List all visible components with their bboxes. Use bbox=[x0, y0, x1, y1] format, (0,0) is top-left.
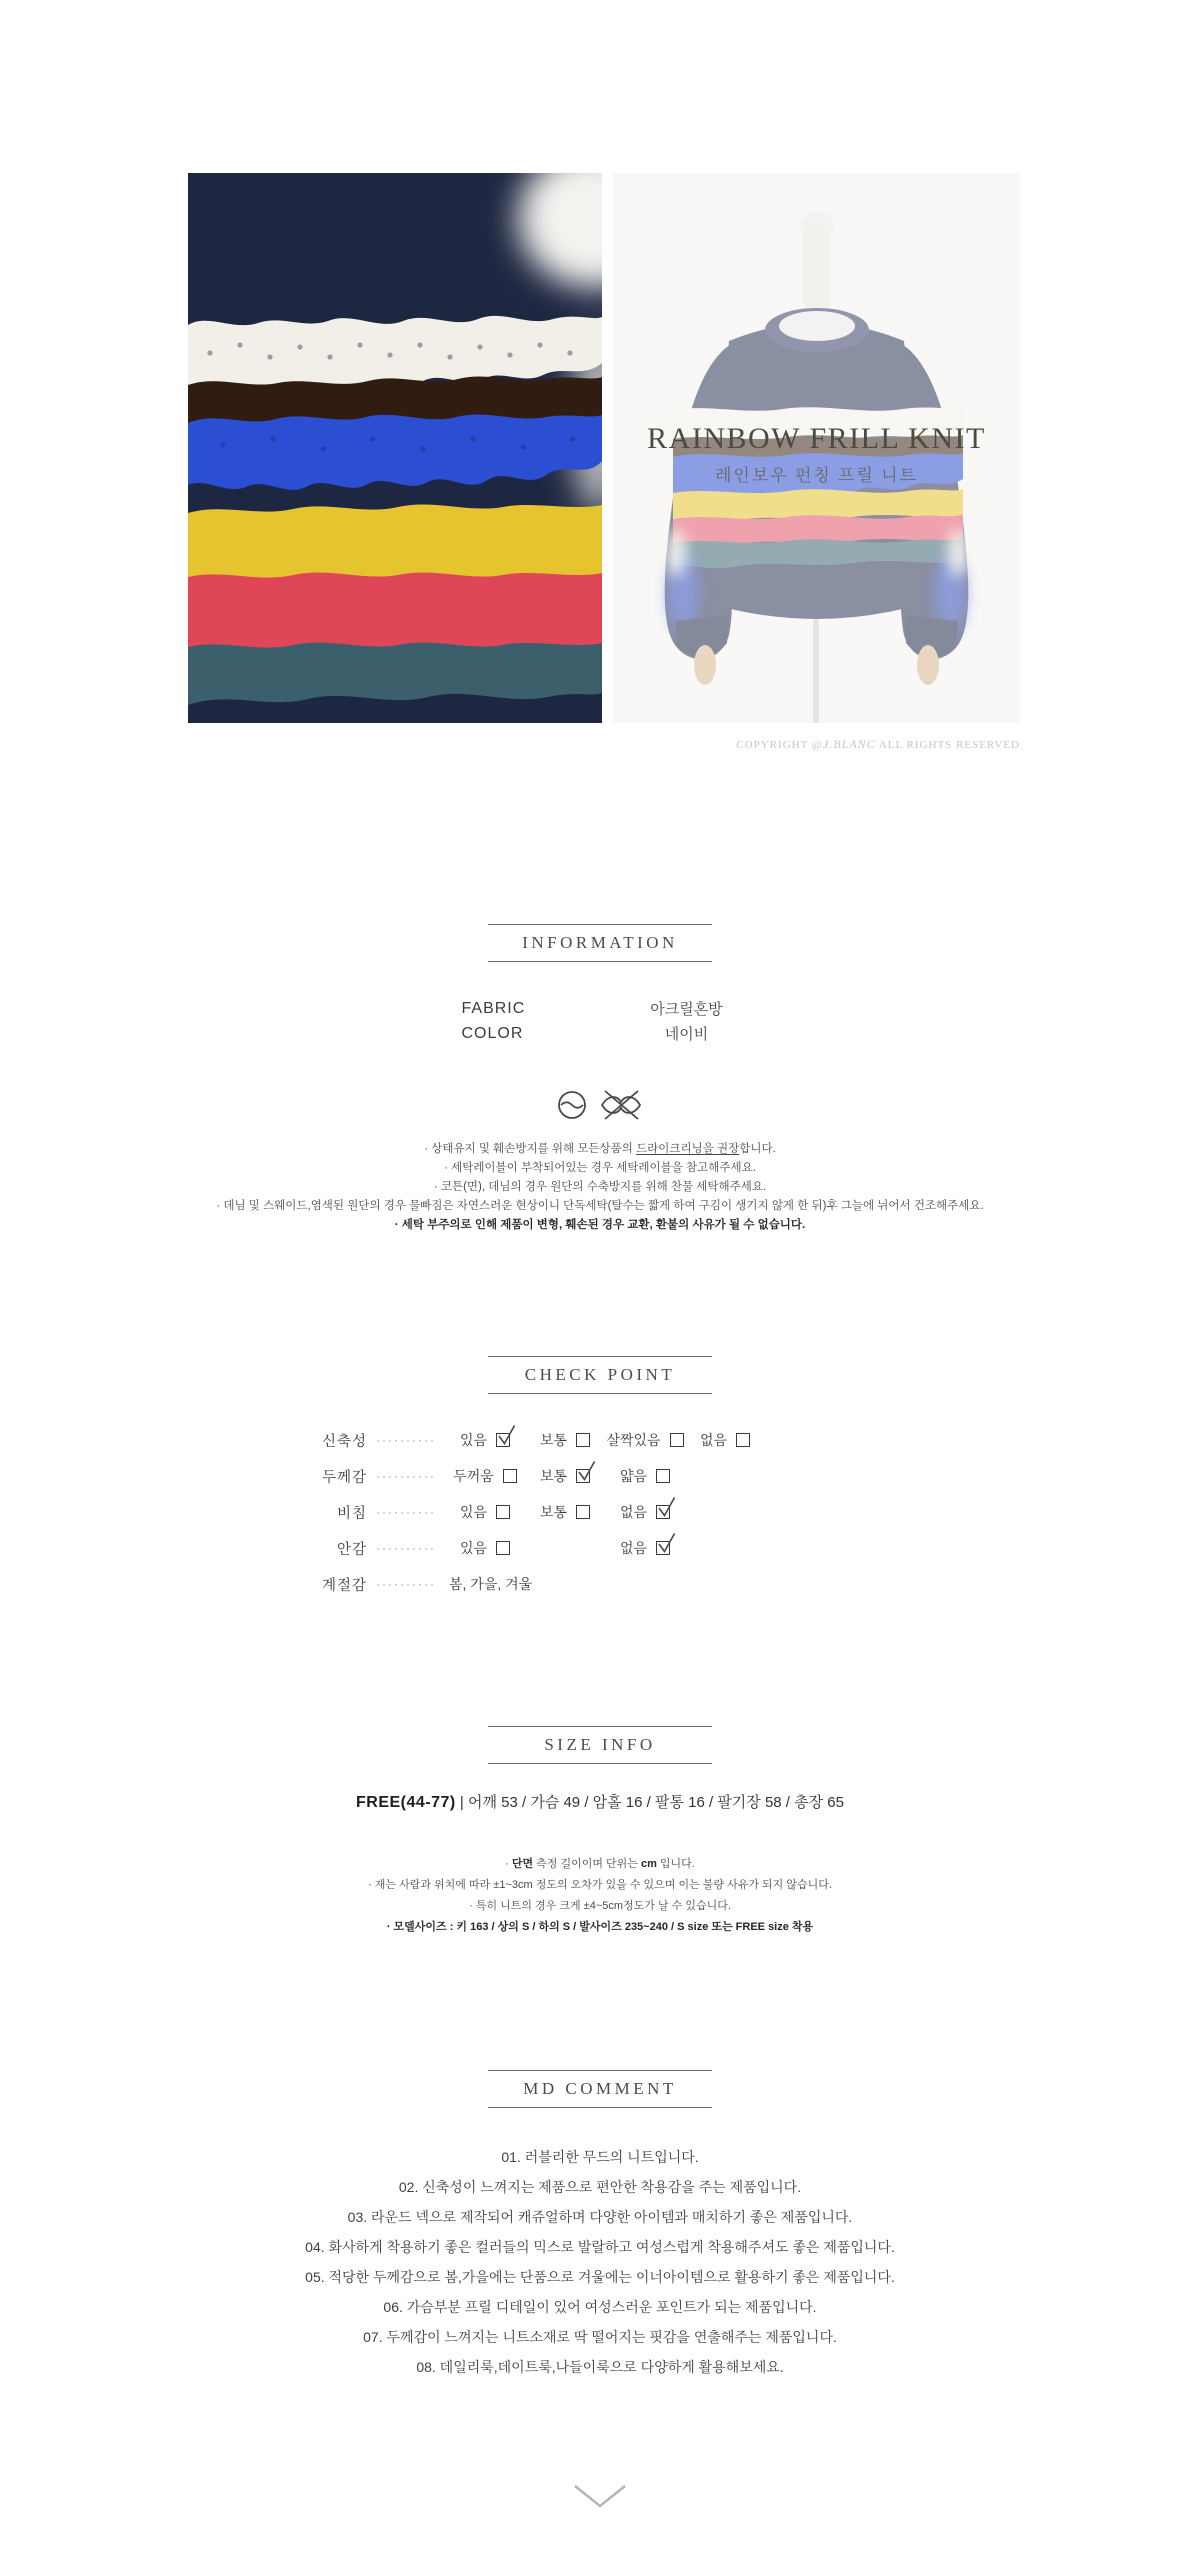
size-free-label: FREE(44-77) bbox=[356, 1794, 456, 1811]
checkbox bbox=[670, 1433, 684, 1447]
dotted-leader: ·········· bbox=[376, 1577, 436, 1591]
md-comments bbox=[0, 2142, 1200, 2382]
checkbox bbox=[576, 1505, 590, 1519]
color-label: COLOR bbox=[461, 1024, 524, 1042]
fabric-label: FABRIC bbox=[461, 999, 526, 1017]
product-title: RAINBOW FRILL KNIT bbox=[647, 422, 986, 455]
product-subtitle-korean: 레인보우 펀칭 프릴 니트 bbox=[715, 466, 918, 485]
dotted-leader: ·········· bbox=[376, 1469, 436, 1483]
check-mark-icon bbox=[655, 1531, 677, 1555]
check-option-label: 보통 bbox=[539, 1468, 568, 1484]
care-instructions bbox=[0, 1140, 1200, 1235]
size-note bbox=[0, 1854, 1200, 1875]
check-option-label: 있음 bbox=[459, 1432, 488, 1448]
md-comment-line: 07. 두께감이 느껴지는 니트소재로 딱 떨어지는 핏감을 연출해주는 제품입니다. bbox=[363, 2329, 837, 2345]
checkbox bbox=[576, 1433, 590, 1447]
size-note: · 재는 사람과 위치에 따라 ±1~3cm 정도의 오차가 있을 수 있으며 이는 불량 사유가 되지 않습니다. bbox=[368, 1879, 832, 1891]
md-comment-line: 04. 화사하게 착용하기 좋은 컬러들의 믹스로 발랄하고 여성스럽게 착용해주셔도 좋은 제품입니다. bbox=[305, 2239, 895, 2255]
note-text: · bbox=[505, 1858, 512, 1870]
md-comment-line: 02. 신축성이 느껴지는 제품으로 편안한 착용감을 주는 제품입니다. bbox=[398, 2179, 802, 2195]
care-line-text: 합니다. bbox=[739, 1143, 776, 1155]
product-photo bbox=[613, 173, 1020, 723]
check-mark-icon bbox=[495, 1423, 517, 1447]
care-line-warning: · 세탁 부주의로 인해 제품이 변형, 훼손된 경우 교환, 환불의 사유가 될 수 없습니다. bbox=[394, 1219, 806, 1231]
care-line-text: · 상태유지 및 훼손방지를 위해 모든상품의 bbox=[424, 1143, 637, 1155]
check-row-sheerness bbox=[303, 1494, 765, 1530]
dotted-leader: ·········· bbox=[376, 1433, 436, 1447]
note-text: 측정 길이이며 단위는 bbox=[533, 1858, 641, 1870]
care-line: · 데님 및 스웨이드,염색된 원단의 경우 물빠짐은 자연스러운 현상이니 단독세탁(탈수는 짧게 하여 구김이 생기지 않게 한 뒤)후 그늘에 뉘어서 건조해주세요. bbox=[216, 1200, 984, 1212]
size-measurements bbox=[0, 1791, 1200, 1815]
care-line bbox=[0, 1140, 1200, 1159]
check-row-label: 안감 bbox=[336, 1541, 367, 1558]
check-option-label: 살짝있음 bbox=[606, 1432, 661, 1448]
checkbox bbox=[656, 1469, 670, 1483]
checkbox bbox=[656, 1541, 670, 1555]
copyright-line bbox=[613, 737, 1020, 752]
md-comment-line: 06. 가슴부분 프릴 디테일이 있어 여성스러운 포인트가 되는 제품입니다. bbox=[383, 2299, 817, 2315]
scroll-down-chevron-icon[interactable] bbox=[572, 2483, 628, 2509]
check-row-label: 두께감 bbox=[321, 1469, 367, 1486]
note-text: 입니다. bbox=[656, 1858, 695, 1870]
care-line: · 세탁레이블이 부착되어있는 경우 세탁레이블을 참고해주세요. bbox=[444, 1162, 756, 1174]
color-value: 네이비 bbox=[664, 1026, 709, 1043]
check-option-label: 보통 bbox=[539, 1504, 568, 1520]
size-note: · 특히 니트의 경우 크게 ±4~5cm정도가 날 수 있습니다. bbox=[469, 1900, 731, 1912]
fabric-value: 아크릴혼방 bbox=[650, 1001, 723, 1018]
checkbox bbox=[736, 1433, 750, 1447]
check-mark-icon bbox=[655, 1495, 677, 1519]
check-point-header: CHECK POINT bbox=[488, 1356, 712, 1394]
size-notes bbox=[0, 1854, 1200, 1938]
note-bold: 단면 bbox=[511, 1858, 534, 1870]
checkbox bbox=[496, 1505, 510, 1519]
fabric-row bbox=[0, 996, 1200, 1021]
check-option-label: 두꺼움 bbox=[453, 1468, 494, 1484]
check-mark-icon bbox=[575, 1459, 597, 1483]
care-line: · 코튼(면), 데님의 경우 원단의 수축방지를 위해 찬물 세탁해주세요. bbox=[433, 1181, 767, 1193]
checkbox bbox=[496, 1541, 510, 1555]
information-header: INFORMATION bbox=[488, 924, 712, 962]
copyright-brand: J.BLANC bbox=[823, 737, 876, 751]
check-option-label: 보통 bbox=[539, 1432, 568, 1448]
size-note-model: · 모델사이즈 : 키 163 / 상의 S / 하의 S / 발사이즈 235~240 / S size 또는 FREE size 착용 bbox=[386, 1921, 814, 1933]
season-value: 봄, 가을, 겨울 bbox=[449, 1576, 533, 1592]
do-not-wring-icon bbox=[598, 1087, 644, 1123]
md-comment-line: 03. 라운드 넥으로 제작되어 캐쥬얼하며 다양한 아이템과 매치하기 좋은 제품입니다. bbox=[347, 2209, 853, 2225]
dotted-leader: ·········· bbox=[376, 1505, 436, 1519]
check-option-label: 없음 bbox=[619, 1540, 648, 1556]
checkbox bbox=[576, 1469, 590, 1483]
md-comment-line: 08. 데일리룩,데이트룩,나들이룩으로 다양하게 활용해보세요. bbox=[416, 2359, 784, 2375]
knit-closeup-photo bbox=[188, 173, 602, 723]
check-row-thickness bbox=[303, 1458, 765, 1494]
check-row-lining bbox=[303, 1530, 765, 1566]
size-info-header: SIZE INFO bbox=[488, 1726, 712, 1764]
check-option-label: 있음 bbox=[459, 1540, 488, 1556]
dotted-leader: ·········· bbox=[376, 1541, 436, 1555]
checkbox bbox=[503, 1469, 517, 1483]
checkbox bbox=[496, 1433, 510, 1447]
check-row-elasticity bbox=[303, 1422, 765, 1458]
color-row bbox=[0, 1021, 1200, 1046]
md-comment-header: MD COMMENT bbox=[488, 2070, 712, 2108]
note-bold: cm bbox=[640, 1858, 657, 1870]
wet-clean-icon bbox=[556, 1087, 588, 1123]
checkbox bbox=[656, 1505, 670, 1519]
md-comment-line: 01. 러블리한 무드의 니트입니다. bbox=[501, 2149, 699, 2165]
check-option-label: 없음 bbox=[699, 1432, 728, 1448]
laundry-icons bbox=[0, 1086, 1200, 1124]
size-values: | 어깨 53 / 가슴 49 / 암홀 16 / 팔통 16 / 팔기장 58 / 총장 65 bbox=[455, 1794, 844, 1811]
care-line-underlined: 드라이크리닝을 권장 bbox=[636, 1143, 740, 1155]
check-row-label: 계절감 bbox=[321, 1577, 367, 1594]
check-option-label: 얇음 bbox=[619, 1468, 648, 1484]
check-option-label: 있음 bbox=[459, 1504, 488, 1520]
md-comment-line: 05. 적당한 두께감으로 봄,가을에는 단품으로 겨울에는 이너아이템으로 활용하기 좋은 제품입니다. bbox=[305, 2269, 895, 2285]
check-row-label: 비침 bbox=[336, 1505, 367, 1522]
check-row-label: 신축성 bbox=[321, 1433, 367, 1450]
copyright-pre: COPYRIGHT @ bbox=[736, 739, 824, 751]
check-row-season bbox=[303, 1566, 532, 1602]
copyright-post: ALL RIGHTS RESERVED bbox=[875, 739, 1020, 751]
check-option-label: 없음 bbox=[619, 1504, 648, 1520]
